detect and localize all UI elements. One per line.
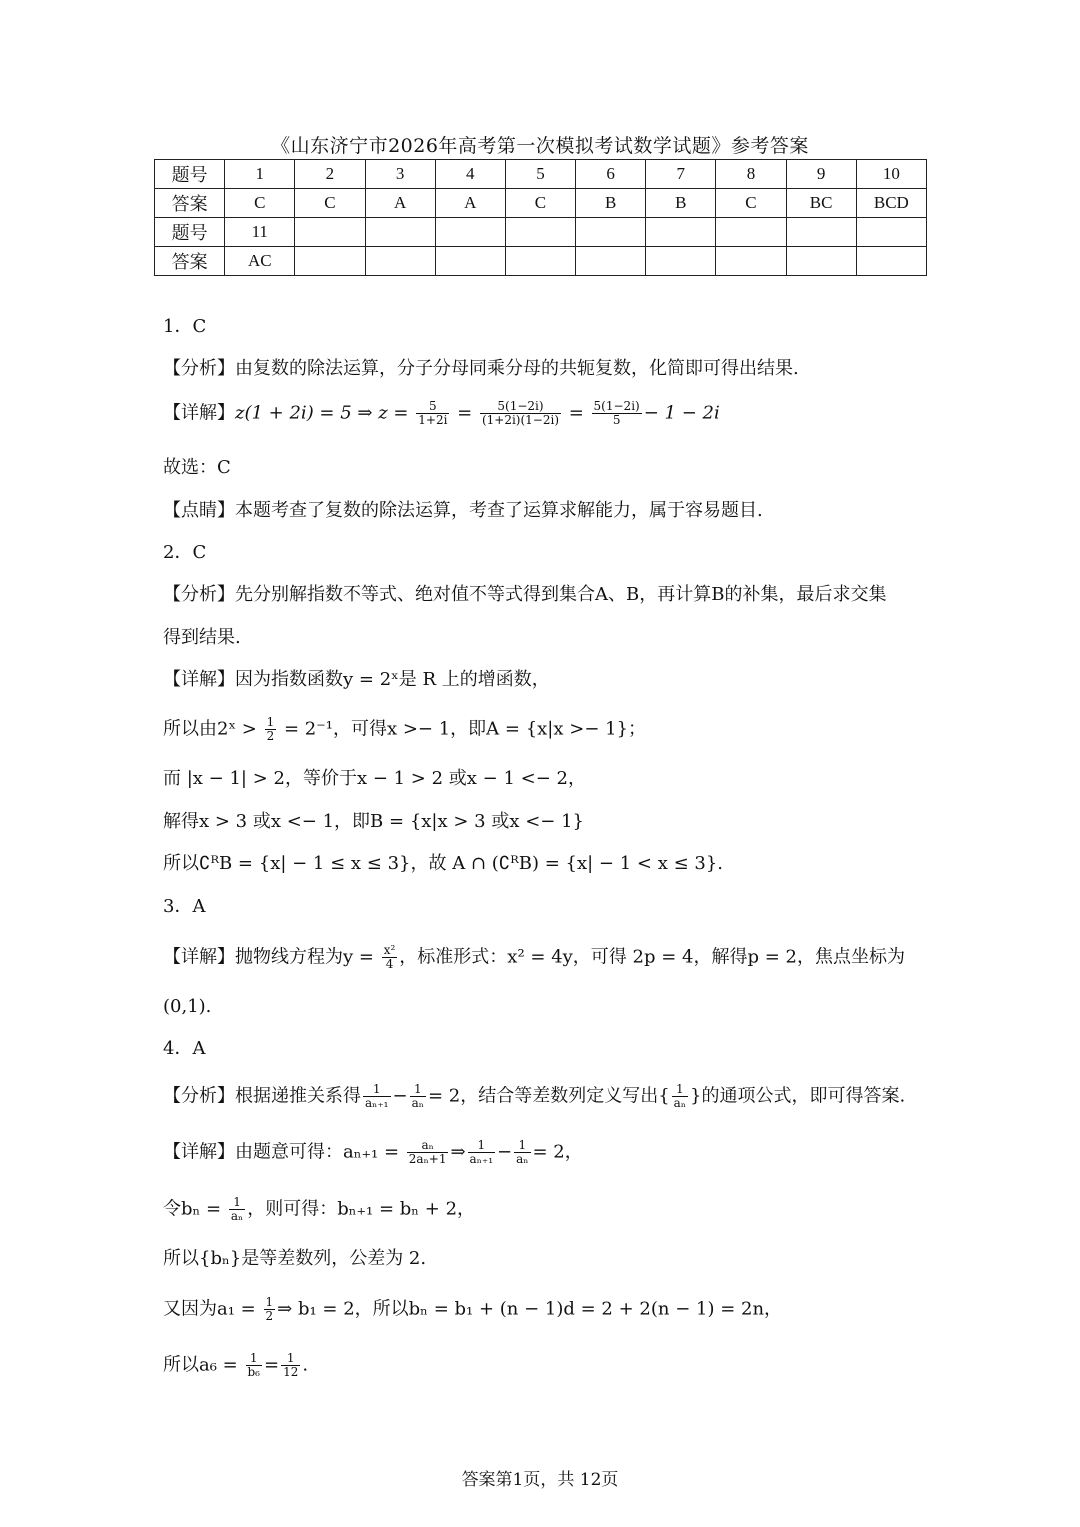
fraction — [281, 1352, 300, 1379]
q1-detail-label: 【详解】 — [163, 402, 235, 424]
table-cell — [295, 218, 365, 247]
denominator: aₙ₊₁ — [365, 1096, 389, 1110]
fraction — [468, 1139, 496, 1166]
table-cell — [716, 247, 786, 276]
q2-line-1-a: 所以由2ˣ > — [163, 718, 257, 740]
period: . — [302, 1354, 309, 1376]
q2-line-1 — [163, 716, 646, 743]
table-row — [155, 247, 927, 276]
denominator: 1+2i — [418, 413, 448, 427]
table-cell: 11 — [225, 218, 295, 247]
q3-detail-b: ，标准形式：x² = 4y，可得 2p = 4，解得p = 2，焦点坐标为 — [399, 946, 905, 968]
table-cell — [365, 218, 435, 247]
table-cell: B — [576, 189, 646, 218]
q3-line-2: (0,1). — [163, 996, 212, 1017]
denominator: 4 — [385, 957, 394, 971]
table-cell: 6 — [576, 160, 646, 189]
q4-analysis-a: 【分析】根据递推关系得 — [163, 1085, 361, 1107]
table-row — [155, 160, 927, 189]
table-cell — [786, 247, 856, 276]
numerator: 1 — [672, 1083, 688, 1097]
table-cell — [716, 218, 786, 247]
q1-detail-a: z(1 + 2i) = 5 ⇒ z = — [235, 402, 409, 424]
table-cell — [365, 247, 435, 276]
q4-line-2-a: 令bₙ = — [163, 1198, 222, 1220]
q3-heading: 3．A — [163, 896, 206, 917]
denominator: aₙ₊₁ — [469, 1152, 494, 1166]
table-cell: B — [646, 189, 716, 218]
denominator: aₙ — [411, 1096, 424, 1110]
q1-choice: 故选：C — [163, 457, 231, 478]
q4-line-4-a: 又因为a₁ = — [163, 1298, 256, 1320]
q3-detail — [163, 944, 905, 971]
q4-line-2-b: ，则可得：bₙ₊₁ = bₙ + 2， — [247, 1198, 476, 1220]
table-cell: C — [295, 189, 365, 218]
table-cell: 5 — [505, 160, 575, 189]
numerator: 5 — [416, 400, 449, 414]
table-cell: 3 — [365, 160, 435, 189]
denominator: b₆ — [247, 1365, 260, 1379]
q1-comment: 【点睛】本题考查了复数的除法运算，考查了运算求解能力，属于容易题目. — [163, 500, 763, 521]
table-cell — [576, 218, 646, 247]
fraction — [265, 716, 277, 743]
fraction — [363, 1083, 391, 1110]
table-cell — [435, 247, 505, 276]
equals-sign: = — [264, 1354, 280, 1376]
denominator: aₙ — [516, 1152, 529, 1166]
q4-line-5 — [163, 1352, 308, 1379]
table-cell — [646, 247, 716, 276]
q4-heading: 4．A — [163, 1038, 206, 1059]
q4-line-5-a: 所以a₆ = — [163, 1354, 238, 1376]
q2-line-2: 而 |x − 1| > 2，等价于x − 1 > 2 或x − 1 <− 2， — [163, 768, 586, 789]
q4-line-4 — [163, 1296, 782, 1323]
fraction — [514, 1139, 530, 1166]
table-cell: A — [365, 189, 435, 218]
fraction — [592, 400, 642, 427]
table-cell — [856, 247, 926, 276]
fraction — [416, 400, 449, 427]
numerator: 1 — [363, 1083, 391, 1097]
numerator: 5(1−2i) — [593, 399, 640, 413]
page-title: 《山东济宁市2026年高考第一次模拟考试数学试题》参考答案 — [271, 135, 809, 157]
table-cell: 7 — [646, 160, 716, 189]
numerator: 5(1−2i) — [480, 400, 561, 414]
denominator: 5 — [612, 413, 621, 427]
q3-detail-a: 【详解】抛物线方程为y = — [163, 946, 374, 968]
denominator: 2aₙ+1 — [408, 1152, 447, 1166]
q2-line-1-b: = 2⁻¹，可得x >− 1，即A = {x|x >− 1}； — [284, 718, 647, 740]
q1-heading: 1．C — [163, 316, 207, 337]
numerator: 1 — [468, 1139, 496, 1153]
table-row — [155, 218, 927, 247]
q2-analysis-1: 【分析】先分别解指数不等式、绝对值不等式得到集合A、B，再计算B的补集，最后求交集 — [163, 584, 887, 605]
table-cell: 题号 — [155, 218, 225, 247]
q2-analysis-2: 得到结果. — [163, 627, 241, 648]
numerator: 1 — [229, 1196, 245, 1210]
q1-analysis: 【分析】由复数的除法运算，分子分母同乘分母的共轭复数，化简即可得出结果. — [163, 358, 799, 379]
q4-detail-a: 【详解】由题意可得：aₙ₊₁ = — [163, 1141, 400, 1163]
numerator: 1 — [265, 1295, 274, 1309]
fraction — [246, 1352, 263, 1379]
denominator: 2 — [265, 1309, 274, 1323]
table-cell: C — [225, 189, 295, 218]
numerator: aₙ — [407, 1139, 449, 1153]
table-cell: 答案 — [155, 247, 225, 276]
numerator: 1 — [281, 1352, 300, 1366]
fraction — [480, 400, 561, 427]
fraction — [407, 1139, 449, 1166]
q4-line-2 — [163, 1196, 475, 1223]
q2-heading: 2．C — [163, 542, 207, 563]
table-cell: 10 — [856, 160, 926, 189]
q2-line-3: 解得x > 3 或x <− 1，即B = {x|x > 3 或x <− 1} — [163, 811, 584, 832]
q4-analysis: 【分析】根据递推关系得 $\frac{1}{\text{aₙ₊₁}}$ − $\frac{1}{\text{aₙ}}$ = 2，结合等差数列定义写出{ $\frac{1}{\text{aₙ}}$ }的通项公式，即可得答案. — [163, 1082, 906, 1110]
table-cell: 题号 — [155, 160, 225, 189]
table-cell: C — [716, 189, 786, 218]
q2-line-4: 所以∁ᴿB = {x| − 1 ≤ x ≤ 3}，故 A ∩ (∁ᴿB) = {x| − 1 < x ≤ 3}. — [163, 853, 723, 874]
table-cell: BC — [786, 189, 856, 218]
implies-sign: ⇒ — [450, 1141, 466, 1163]
table-cell — [646, 218, 716, 247]
table-cell: 8 — [716, 160, 786, 189]
q4-line-3: 所以{bₙ}是等差数列，公差为 2. — [163, 1248, 427, 1269]
table-cell: 4 — [435, 160, 505, 189]
numerator: 1 — [410, 1083, 426, 1097]
page-footer: 答案第1页，共 12页 — [461, 1470, 619, 1490]
table-cell: C — [505, 189, 575, 218]
table-cell — [856, 218, 926, 247]
q1-detail: 【详解】z(1 + 2i) = 5 ⇒ z = $\frac{5}{1+2i}$ = $\frac{5(1-2i)}{(1+2i)(1-2i)}$ = $\frac{5(1-2i)}{5}$ − 1 − 2i — [163, 399, 720, 427]
table-row — [155, 189, 927, 218]
q4-line-4-b: ⇒ b₁ = 2，所以bₙ = b₁ + (n − 1)d = 2 + 2(n − 1) = 2n， — [277, 1298, 783, 1320]
answer-table — [154, 159, 927, 276]
fraction — [264, 1296, 276, 1323]
table-cell: 答案 — [155, 189, 225, 218]
minus-sign: − — [392, 1085, 408, 1107]
table-cell — [505, 218, 575, 247]
table-cell — [786, 218, 856, 247]
table-cell — [295, 247, 365, 276]
fraction — [382, 944, 398, 971]
fraction — [229, 1196, 245, 1223]
table-cell: 2 — [295, 160, 365, 189]
table-cell — [576, 247, 646, 276]
table-cell: BCD — [856, 189, 926, 218]
numerator: 1 — [514, 1139, 530, 1153]
numerator: 1 — [246, 1352, 263, 1366]
q2-detail: 【详解】因为指数函数y = 2ˣ是 R 上的增函数， — [163, 669, 550, 690]
numerator: 1 — [266, 715, 275, 729]
numerator: x² — [383, 943, 396, 957]
q1-detail-b: − 1 − 2i — [643, 402, 720, 424]
table-cell — [505, 247, 575, 276]
minus-sign: − — [497, 1141, 513, 1163]
table-cell: A — [435, 189, 505, 218]
table-cell: 1 — [225, 160, 295, 189]
q4-analysis-c: 的通项公式，即可得答案. — [701, 1085, 906, 1107]
denominator: 12 — [283, 1365, 299, 1379]
table-cell: AC — [225, 247, 295, 276]
denominator: aₙ — [230, 1209, 244, 1223]
fraction — [672, 1083, 688, 1110]
q4-analysis-b: = 2，结合等差数列定义写出 — [427, 1085, 659, 1107]
denominator: (1+2i)(1−2i) — [481, 413, 560, 427]
denominator: aₙ — [673, 1096, 687, 1110]
denominator: 2 — [266, 729, 275, 743]
q4-detail — [163, 1139, 583, 1166]
table-cell: 9 — [786, 160, 856, 189]
fraction — [410, 1083, 426, 1110]
q4-detail-b: = 2， — [532, 1141, 583, 1163]
table-cell — [435, 218, 505, 247]
